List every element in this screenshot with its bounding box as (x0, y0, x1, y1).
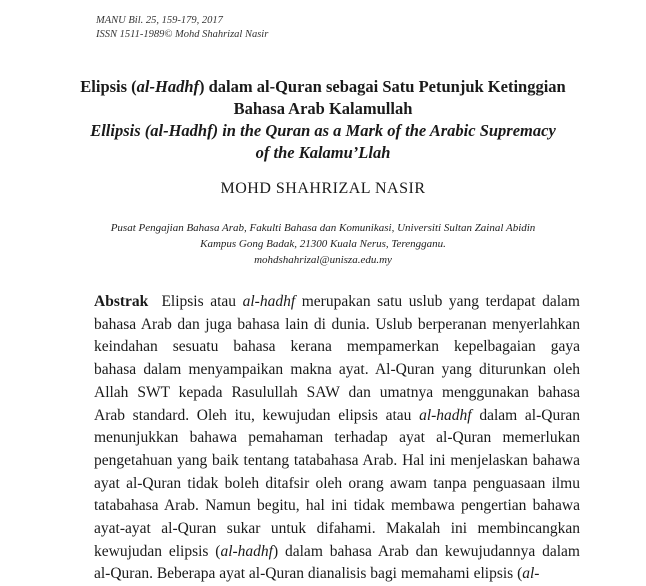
abstract-line: ayat-ayat al-Quran sukar untuk difahami. Makalah ini membincangkan (94, 520, 580, 538)
abstract-line: Arab standard. Oleh itu, kewujudan elipsis atau al-hadhf dalam al-Quran (94, 406, 580, 424)
title-english-line2: of the Kalamu’Llah (255, 143, 391, 162)
abstract-line: keindahan sesuatu bahasa kerana mempamerkan kepelbagaian gaya (94, 338, 580, 356)
abstract-line: al-Quran. Beberapa ayat al-Quran dianalisis bagi memahami elipsis (al- (94, 565, 540, 583)
abstract-line: Abstrak Elipsis atau al-hadhf merupakan satu uslub yang terdapat dalam (94, 293, 580, 310)
abstract-label: Abstrak (94, 293, 149, 310)
abstract-line: pengetahuan yang baik tentang tatabahasa Arab. Hal ini menjelaskan bahawa (94, 451, 580, 469)
abstract-line: bahasa Arab dan juga bahasa lain di dunia. Uslub berperanan menyerlahkan (94, 315, 580, 333)
abstract-body (94, 291, 580, 586)
author-name: MOHD SHAHRIZAL NASIR (220, 180, 426, 197)
abstract-line: Allah SWT kepada Rasulullah SAW dan umatnya menggunakan bahasa (94, 383, 580, 401)
article-title (0, 76, 646, 164)
abstract-line: ayat al-Quran tidak boleh ditafsir oleh orang awam tanpa penguasaan ilmu (94, 474, 580, 492)
abstract-line: bahasa dalam menyampaikan makna ayat. Al-Quran yang diturunkan oleh (94, 361, 580, 379)
issn-copyright: ISSN 1511-1989© Mohd Shahrizal Nasir (96, 29, 269, 40)
abstract-line: kewujudan elipsis (al-hadhf) dalam bahasa Arab dan kewujudannya dalam (94, 542, 580, 560)
title-malay-line1: Elipsis (al-Hadhf) dalam al-Quran sebagai Satu Petunjuk Ketinggian (80, 77, 566, 96)
title-english-line1: Ellipsis (al-Hadhf) in the Quran as a Mark of the Arabic Supremacy (90, 121, 556, 140)
journal-header (96, 14, 268, 42)
abstract-line: menunjukkan bahawa pemahaman terhadap ayat al-Quran memerlukan (94, 429, 580, 447)
author-email: mohdshahrizal@unisza.edu.my (254, 254, 392, 266)
affiliation (0, 220, 646, 268)
affiliation-line1: Pusat Pengajian Bahasa Arab, Fakulti Bahasa dan Komunikasi, Universiti Sultan Zainal Abidin (110, 222, 536, 234)
affiliation-line2: Kampus Gong Badak, 21300 Kuala Nerus, Terengganu. (200, 238, 446, 250)
abstract-line: tatabahasa Arab. Namun begitu, hal ini tidak membawa pengertian bahawa (94, 497, 580, 515)
journal-citation: MANU Bil. 25, 159-179, 2017 (96, 15, 223, 26)
title-malay-line2: Bahasa Arab Kalamullah (233, 99, 413, 118)
